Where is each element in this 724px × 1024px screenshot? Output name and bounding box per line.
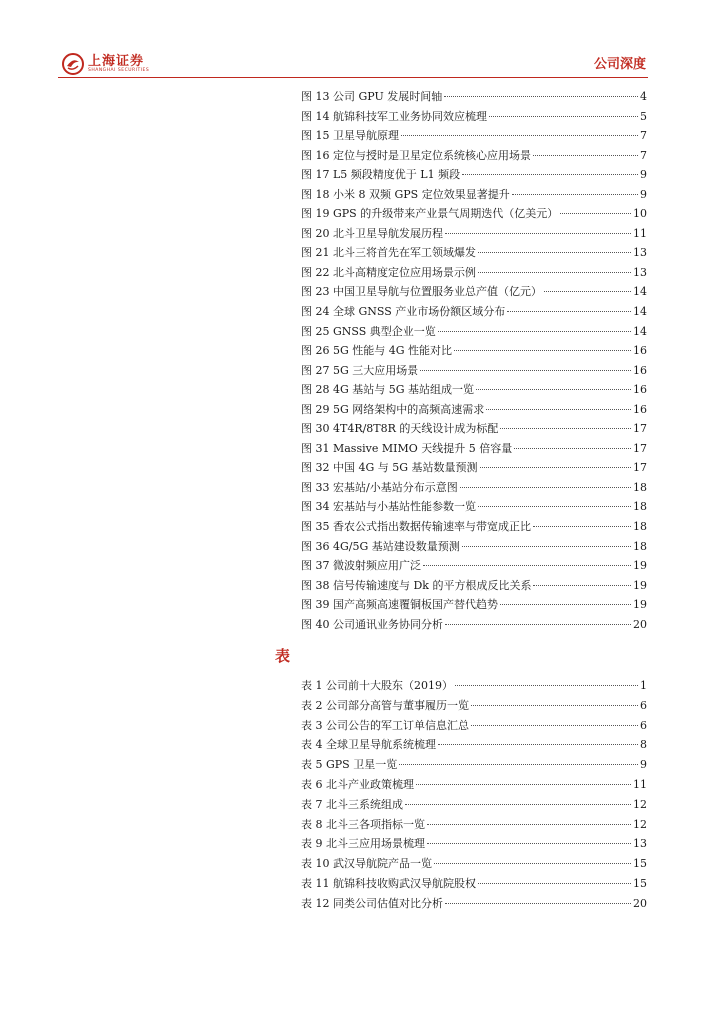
table-toc-entry[interactable]: [301, 835, 647, 855]
table-toc-entry-page-number: 1: [640, 679, 647, 692]
leader-dots: [478, 272, 631, 273]
logo-text-cn: 上海证券: [88, 53, 145, 69]
leader-dots: [427, 824, 631, 825]
figure-toc-entry-page-number: 5: [640, 109, 647, 123]
leader-dots: [405, 804, 631, 805]
figure-toc-entry-page-number: 18: [633, 539, 647, 553]
leader-dots: [462, 546, 631, 547]
figure-toc-entry-label: 图 37 微波射频应用广泛: [301, 559, 421, 573]
logo-emblem-icon: [62, 53, 84, 75]
table-toc-entry[interactable]: [301, 736, 647, 756]
table-toc-entry-page-number: 6: [640, 698, 647, 712]
figure-toc-entry[interactable]: [301, 577, 647, 597]
figure-toc-entry-page-number: 16: [633, 383, 647, 397]
table-toc-entry[interactable]: [301, 875, 647, 895]
figure-toc-entry-page-number: 20: [633, 617, 647, 631]
figure-toc-entry-label: 图 38 信号传输速度与 Dk 的平方根成反比关系: [301, 578, 532, 592]
figure-toc-entry[interactable]: [301, 127, 647, 147]
figure-toc-entry[interactable]: [301, 283, 647, 303]
leader-dots: [500, 604, 631, 605]
leader-dots: [478, 883, 631, 884]
figure-toc-entry[interactable]: [301, 381, 647, 401]
leader-dots: [399, 764, 638, 765]
figure-toc-entry[interactable]: [301, 244, 647, 264]
table-toc-entry[interactable]: [301, 816, 647, 836]
figure-toc-entry-page-number: 13: [633, 246, 647, 260]
figure-toc-entry-page-number: 4: [640, 90, 647, 103]
figure-toc-entry-page-number: 9: [640, 187, 647, 201]
figure-toc-entry-label: 图 39 国产高频高速覆铜板国产替代趋势: [301, 598, 498, 612]
figure-toc-entry-label: 图 13 公司 GPU 发展时间轴: [301, 90, 443, 103]
figure-toc-entry[interactable]: [301, 205, 647, 225]
figure-toc-entry-page-number: 11: [633, 226, 647, 240]
table-toc-entry-label: 表 7 北斗三系统组成: [301, 797, 403, 811]
leader-dots: [427, 843, 631, 844]
figure-toc-entry-label: 图 18 小米 8 双频 GPS 定位效果显著提升: [301, 187, 510, 201]
figure-toc-entry[interactable]: [301, 440, 647, 460]
figure-toc-entry-label: 图 33 宏基站/小基站分布示意图: [301, 480, 458, 494]
figure-toc-entry-page-number: 18: [633, 520, 647, 534]
figure-toc-entry-label: 图 17 L5 频段精度优于 L1 频段: [301, 168, 461, 182]
figure-toc-entry-page-number: 19: [633, 578, 647, 592]
page-header: [58, 48, 648, 80]
table-toc-entry-label: 表 1 公司前十大股东（2019）: [301, 679, 453, 692]
figure-toc-entry-label: 图 29 5G 网络架构中的高频高速需求: [301, 402, 485, 416]
leader-dots: [489, 116, 638, 117]
leader-dots: [416, 784, 631, 785]
leader-dots: [560, 213, 631, 214]
leader-dots: [460, 487, 631, 488]
table-toc-entry-label: 表 9 北斗三应用场景梳理: [301, 837, 425, 851]
figure-toc-entry-label: 图 30 4T4R/8T8R 的天线设计成为标配: [301, 422, 499, 436]
leader-dots: [455, 685, 638, 686]
figure-toc-entry-page-number: 19: [633, 598, 647, 612]
figure-toc-entry[interactable]: [301, 538, 647, 558]
figure-toc-entry[interactable]: [301, 616, 647, 636]
leader-dots: [507, 311, 631, 312]
figure-toc-entry-label: 图 15 卫星导航原理: [301, 129, 399, 143]
figure-toc-entry-page-number: 18: [633, 500, 647, 514]
figure-toc-entry-page-number: 7: [640, 148, 647, 162]
figure-toc-entry-label: 图 20 北斗卫星导航发展历程: [301, 226, 443, 240]
table-toc-entry-label: 表 5 GPS 卫星一览: [301, 758, 398, 772]
figure-toc-entry-label: 图 21 北斗三将首先在军工领域爆发: [301, 246, 476, 260]
leader-dots: [471, 725, 638, 726]
figure-toc-entry[interactable]: [301, 342, 647, 362]
figure-toc-entry[interactable]: [301, 166, 647, 186]
leader-dots: [445, 903, 631, 904]
table-toc-entry-page-number: 11: [633, 777, 647, 791]
figure-toc-entry[interactable]: [301, 362, 647, 382]
leader-dots: [438, 744, 638, 745]
leader-dots: [500, 428, 631, 429]
figure-toc-entry-page-number: 13: [633, 265, 647, 279]
table-toc-entry-label: 表 11 航锦科技收购武汉导航院股权: [301, 876, 476, 890]
logo-text-en: SHANGHAI SECURITIES: [88, 67, 150, 73]
leader-dots: [438, 331, 631, 332]
figure-toc-entry-page-number: 17: [633, 461, 647, 475]
table-toc-entry-page-number: 15: [633, 876, 647, 890]
leader-dots: [401, 135, 638, 136]
figure-toc-entry-label: 图 27 5G 三大应用场景: [301, 363, 419, 377]
figure-toc-entry[interactable]: [301, 557, 647, 577]
figure-toc-entry-label: 图 25 GNSS 典型企业一览: [301, 324, 436, 338]
figure-toc-entry-label: 图 14 航锦科技军工业务协同效应梳理: [301, 109, 487, 123]
figure-toc-entry[interactable]: [301, 498, 647, 518]
figure-toc-entry-page-number: 7: [640, 129, 647, 143]
figure-toc-entry-label: 图 22 北斗高精度定位应用场景示例: [301, 265, 476, 279]
figure-toc-entry[interactable]: [301, 264, 647, 284]
figure-toc-entry[interactable]: [301, 108, 647, 128]
leader-dots: [514, 448, 631, 449]
table-toc-entry[interactable]: [301, 677, 647, 697]
header-divider: [58, 77, 648, 78]
figure-toc-entry[interactable]: [301, 88, 647, 108]
leader-dots: [454, 350, 631, 351]
company-logo: [62, 52, 149, 76]
figure-toc-entry[interactable]: [301, 303, 647, 323]
figure-toc-entry-label: 图 26 5G 性能与 4G 性能对比: [301, 344, 453, 358]
table-toc-list: [301, 677, 647, 915]
figure-toc-entry-page-number: 19: [633, 559, 647, 573]
table-toc-entry-label: 表 8 北斗三各项指标一览: [301, 817, 425, 831]
table-toc-entry-page-number: 6: [640, 718, 647, 732]
table-toc-entry-label: 表 4 全球卫星导航系统梳理: [301, 738, 436, 752]
figure-toc-entry-page-number: 16: [633, 402, 647, 416]
figure-toc-entry[interactable]: [301, 596, 647, 616]
leader-dots: [533, 585, 631, 586]
figure-toc-entry-label: 图 34 宏基站与小基站性能参数一览: [301, 500, 476, 514]
figure-toc-entry[interactable]: [301, 479, 647, 499]
leader-dots: [486, 409, 631, 410]
table-toc-entry-page-number: 9: [640, 758, 647, 772]
figure-toc-entry-page-number: 14: [633, 305, 647, 319]
table-toc-entry[interactable]: [301, 756, 647, 776]
leader-dots: [478, 252, 631, 253]
figure-toc-entry-label: 图 35 香农公式指出数据传输速率与带宽成正比: [301, 520, 531, 534]
leader-dots: [478, 506, 631, 507]
figure-toc-entry[interactable]: [301, 186, 647, 206]
figure-toc-entry-label: 图 40 公司通讯业务协同分析: [301, 617, 443, 631]
figure-toc-entry[interactable]: [301, 147, 647, 167]
figure-toc-entry-label: 图 19 GPS 的升级带来产业景气周期迭代（亿美元）: [301, 207, 559, 221]
leader-dots: [445, 233, 631, 234]
leader-dots: [471, 705, 638, 706]
leader-dots: [476, 389, 631, 390]
table-toc-entry[interactable]: [301, 776, 647, 796]
figure-toc-entry-label: 图 24 全球 GNSS 产业市场份额区域分布: [301, 305, 506, 319]
figure-toc-entry[interactable]: [301, 420, 647, 440]
leader-dots: [512, 194, 638, 195]
figure-toc-entry-label: 图 23 中国卫星导航与位置服务业总产值（亿元）: [301, 285, 542, 299]
figure-toc-entry-page-number: 16: [633, 344, 647, 358]
leader-dots: [533, 155, 638, 156]
figure-toc-entry-page-number: 9: [640, 168, 647, 182]
table-toc-entry-page-number: 12: [633, 817, 647, 831]
table-toc-entry-page-number: 15: [633, 857, 647, 871]
table-toc-entry-page-number: 13: [633, 837, 647, 851]
table-toc-entry-page-number: 8: [640, 738, 647, 752]
figure-toc-entry[interactable]: [301, 518, 647, 538]
leader-dots: [420, 370, 631, 371]
leader-dots: [445, 624, 631, 625]
figure-toc-entry-label: 图 36 4G/5G 基站建设数量预测: [301, 539, 460, 553]
table-toc-entry[interactable]: [301, 796, 647, 816]
table-toc-entry[interactable]: [301, 717, 647, 737]
table-toc-entry-label: 表 10 武汉导航院产品一览: [301, 857, 432, 871]
figure-toc-entry-page-number: 16: [633, 363, 647, 377]
leader-dots: [434, 863, 631, 864]
leader-dots: [533, 526, 631, 527]
figure-toc-entry-page-number: 14: [633, 324, 647, 338]
figure-toc-entry-page-number: 17: [633, 441, 647, 455]
figure-toc-entry[interactable]: [301, 225, 647, 245]
table-toc-entry[interactable]: [301, 697, 647, 717]
tables-section-heading: 表: [275, 647, 291, 665]
figure-toc-entry-page-number: 10: [633, 207, 647, 221]
table-toc-entry-page-number: 12: [633, 797, 647, 811]
table-toc-entry-label: 表 12 同类公司估值对比分析: [301, 896, 443, 910]
figure-toc-entry-label: 图 32 中国 4G 与 5G 基站数量预测: [301, 461, 478, 475]
figure-toc-list: [301, 88, 647, 635]
table-toc-entry-label: 表 6 北斗产业政策梳理: [301, 777, 414, 791]
leader-dots: [444, 96, 638, 97]
figure-toc-entry[interactable]: [301, 401, 647, 421]
figure-toc-entry-page-number: 18: [633, 480, 647, 494]
leader-dots: [480, 467, 631, 468]
figure-toc-entry-page-number: 14: [633, 285, 647, 299]
table-toc-entry-label: 表 3 公司公告的军工订单信息汇总: [301, 718, 469, 732]
figure-toc-entry[interactable]: [301, 323, 647, 343]
table-toc-entry-page-number: 20: [633, 896, 647, 910]
figure-toc-entry-label: 图 16 定位与授时是卫星定位系统核心应用场景: [301, 148, 531, 162]
figure-toc-entry[interactable]: [301, 459, 647, 479]
table-toc-entry[interactable]: [301, 855, 647, 875]
figure-toc-entry-label: 图 31 Massive MIMO 天线提升 5 倍容量: [301, 441, 513, 455]
figure-toc-entry-label: 图 28 4G 基站与 5G 基站组成一览: [301, 383, 475, 397]
report-category: 公司深度: [593, 57, 646, 72]
figure-toc-entry-page-number: 17: [633, 422, 647, 436]
table-toc-entry-label: 表 2 公司部分高管与董事履历一览: [301, 698, 469, 712]
leader-dots: [544, 291, 631, 292]
table-toc-entry[interactable]: [301, 895, 647, 915]
leader-dots: [423, 565, 631, 566]
leader-dots: [462, 174, 638, 175]
